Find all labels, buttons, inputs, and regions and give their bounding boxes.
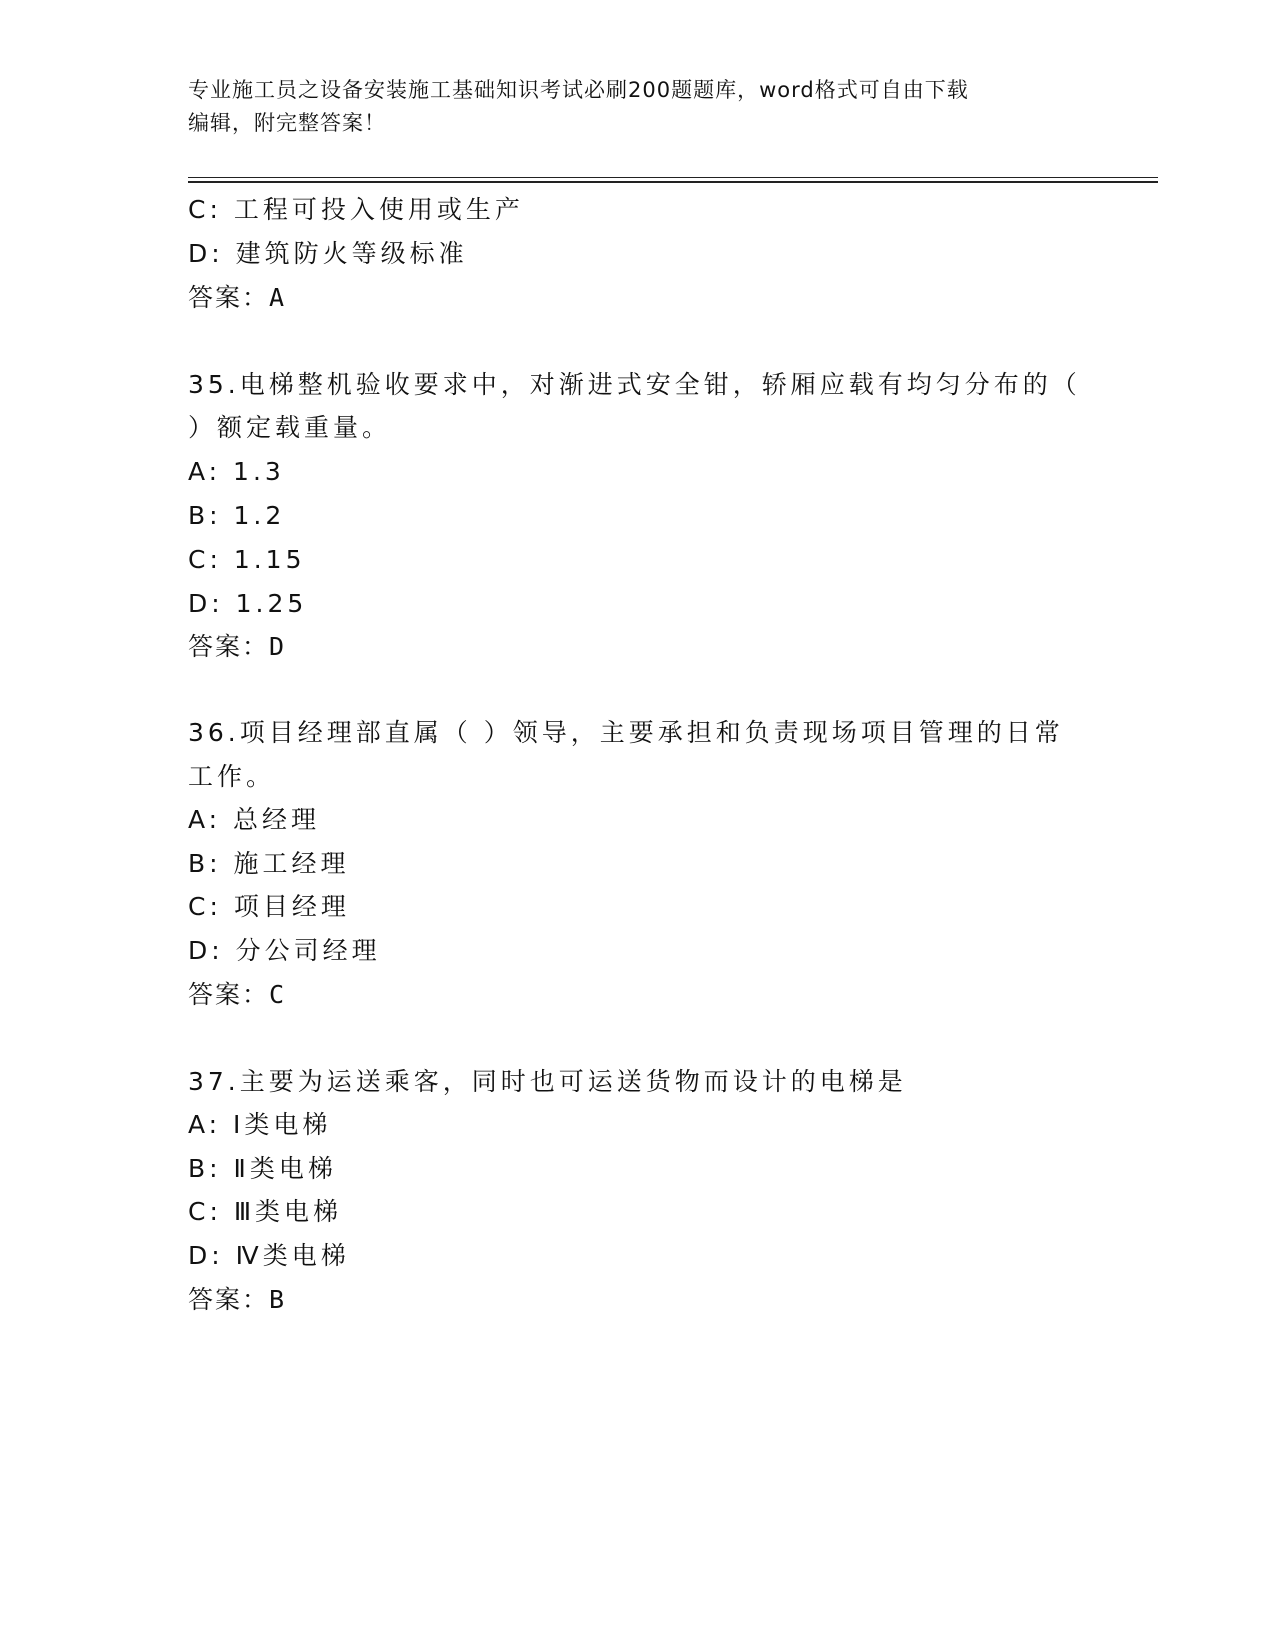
question-35-option-c: C: 1.15 xyxy=(188,545,306,574)
header-line-2: 编辑，附完整答案！ xyxy=(188,111,386,135)
question-36-stem-line-2: 工作。 xyxy=(188,762,276,791)
question-35-option-b: B: 1.2 xyxy=(188,501,286,530)
prev-answer xyxy=(188,282,284,314)
question-36-stem-line-1: 36.项目经理部直属（ ）领导，主要承担和负责现场项目管理的日常 xyxy=(188,718,1064,747)
header-divider-thick xyxy=(188,181,1158,183)
answer-label: 答案： xyxy=(188,980,270,1009)
answer-label: 答案： xyxy=(188,632,270,661)
question-36-option-c: C: 项目经理 xyxy=(188,892,350,921)
question-35-option-d: D: 1.25 xyxy=(188,589,308,618)
question-36-option-a: A: 总经理 xyxy=(188,805,321,834)
answer-value: B xyxy=(269,1285,285,1314)
answer-label: 答案： xyxy=(188,1285,270,1314)
prev-option-c: C: 工程可投入使用或生产 xyxy=(188,195,524,224)
question-37-answer xyxy=(188,1284,284,1316)
question-35-answer xyxy=(188,631,284,663)
question-37-option-a: A: Ⅰ类电梯 xyxy=(188,1110,332,1139)
question-37-option-c: C: Ⅲ类电梯 xyxy=(188,1197,343,1226)
question-36-option-b: B: 施工经理 xyxy=(188,849,350,878)
question-35-stem-line-2: ）额定载重量。 xyxy=(188,413,392,442)
document-header xyxy=(188,74,1088,140)
header-divider-thin xyxy=(188,177,1158,178)
question-37-option-b: B: Ⅱ类电梯 xyxy=(188,1154,337,1183)
question-36-answer xyxy=(188,979,284,1011)
question-35-stem-line-1: 35.电梯整机验收要求中，对渐进式安全钳，轿厢应载有均匀分布的（ xyxy=(188,370,1081,399)
question-37-stem-line-1: 37.主要为运送乘客，同时也可运送货物而设计的电梯是 xyxy=(188,1067,907,1096)
prev-option-d: D: 建筑防火等级标准 xyxy=(188,239,468,268)
question-37-option-d: D: Ⅳ类电梯 xyxy=(188,1241,350,1270)
answer-label: 答案： xyxy=(188,283,270,312)
answer-value: C xyxy=(269,980,285,1009)
answer-value: D xyxy=(269,632,285,661)
question-35-option-a: A: 1.3 xyxy=(188,457,285,486)
question-36-option-d: D: 分公司经理 xyxy=(188,936,381,965)
answer-value: A xyxy=(269,283,285,312)
header-line-1: 专业施工员之设备安装施工基础知识考试必刷200题题库，word格式可自由下载 xyxy=(188,78,969,102)
